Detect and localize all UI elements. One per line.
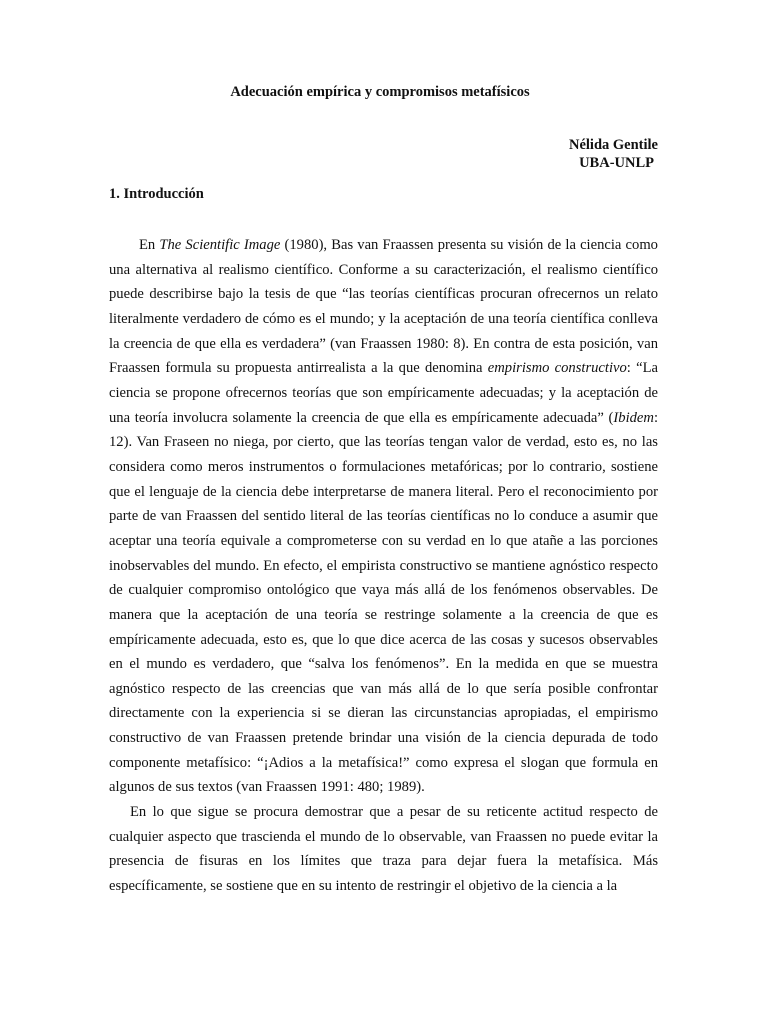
author-affiliation: UBA-UNLP (579, 155, 654, 171)
body-text (109, 233, 658, 899)
paragraph-1-text-d: : 12). Van Fraseen no niega, por cierto, que las teorías tengan valor de verdad, esto es, no las considera como meros instrumentos o formulaciones metafóricas; por lo contrario, sostiene que el lenguaje de la ciencia debe interpretarse de manera literal. Pero el reconocimiento por parte de van Fraassen del sentido literal de las teorías científicas no lo conduce a asumir que aceptar una teoría equivale a comprometerse con su verdad en lo que atañe a las porciones inobservables del mundo. En efecto, el empirista constructivo se mantiene agnóstico respecto de cualquier compromiso ontológico que vaya más allá de los fenómenos observables. De manera que la aceptación de una teoría se restringe solamente a la creencia de que es empíricamente adecuada, esto es, que lo que dice acerca de las cosas y sucesos observables en el mundo es verdadero, que “salva los fenómenos”. En la medida en que se muestra agnóstico respecto de las creencias que van más allá de lo que sería posible confrontar directamente con la experiencia si se dieran las circunstancias apropiadas, el empirismo constructivo de van Fraassen pretende brindar una visión de la ciencia depurada de todo componente metafísico: “¡Adios a la metafísica!” como expresa el slogan que formula en algunos de sus textos (van Fraassen 1991: 480; 1989). (109, 409, 658, 796)
paragraph-1-text-c: : “La ciencia se propone ofrecernos teorías que son empíricamente adecuadas; y la aceptación de una teoría involucra solamente la creencia de que ella es empíricamente adecuada” ( (109, 360, 658, 426)
term-italic: empirismo constructivo (487, 360, 627, 377)
paragraph-2: En lo que sigue se procura demostrar que a pesar de su reticente actitud respecto de cualquier aspecto que trascienda el mundo de lo observable, van Fraassen no puede evitar la presencia de fisuras en los límites que traza para dejar fuera la metafísica. Más específicamente, se sostiene que en su intento de restringir el objetivo de la ciencia a la (109, 804, 658, 895)
author-block (518, 136, 658, 172)
section-heading: 1. Introducción (109, 186, 204, 202)
page-title: Adecuación empírica y compromisos metafísicos (230, 84, 530, 100)
paragraph-1 (109, 233, 658, 800)
ibidem-italic: Ibidem (613, 409, 654, 426)
paragraph-1-text-a: En (139, 237, 160, 253)
paragraph-1-text-b: (1980), Bas van Fraassen presenta su visión de la ciencia como una alternativa al realismo científico. Conforme a su caracterización, el realismo científico puede describirse bajo la tesis de que “las teorías científicas procuran ofrecernos un relato literalmente verdadero de cómo es el mundo; y la aceptación de una teoría científica conlleva la creencia de que ella es verdadera” (van Fraassen 1980: 8). En contra de esta posición, van Fraassen formula su propuesta antirrealista a la que denomina (109, 237, 658, 377)
book-title-italic: The Scientific Image (159, 237, 281, 253)
author-name: Nélida Gentile (568, 137, 658, 153)
